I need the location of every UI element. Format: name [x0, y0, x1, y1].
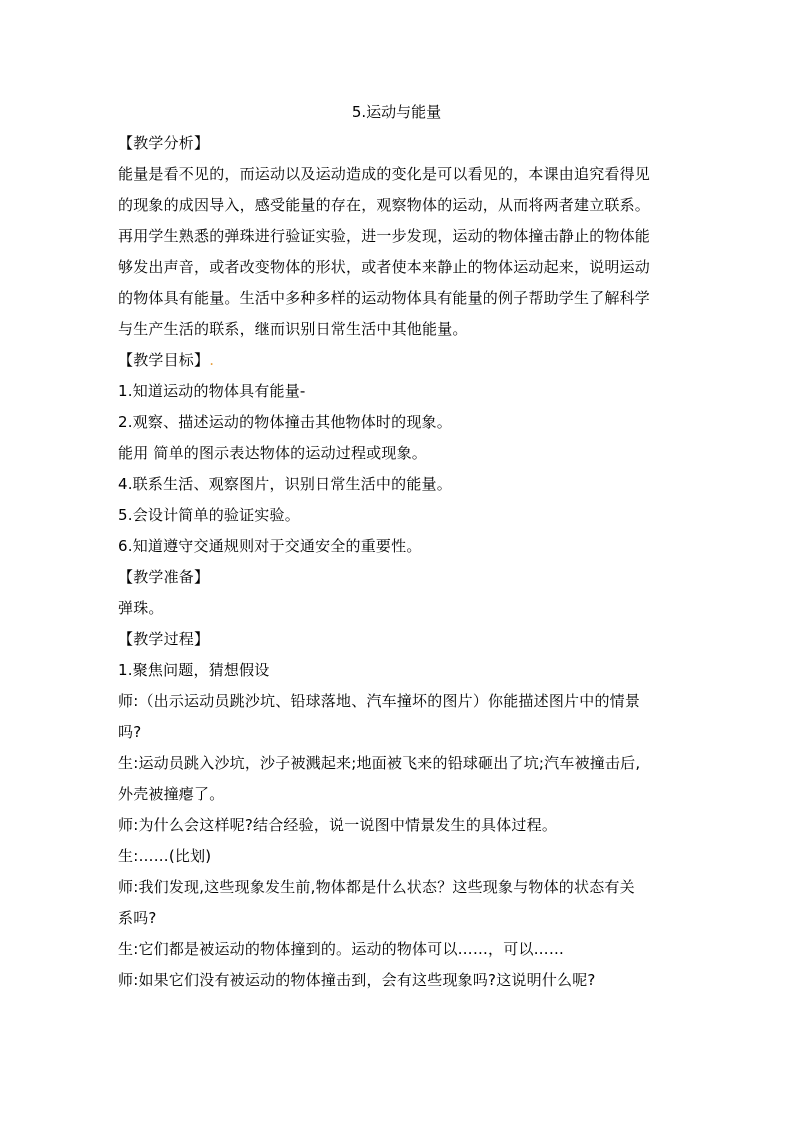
- process-line: 师:如果它们没有被运动的物体撞击到，会有这些现象吗?这说明什么呢?: [118, 971, 596, 989]
- goal-item: 能用 简单的图示表达物体的运动过程或现象。: [118, 444, 427, 462]
- analysis-line: 与生产生活的联系，继而识别日常生活中其他能量。: [118, 320, 468, 338]
- goal-item: 1.知道运动的物体具有能量-: [118, 382, 306, 400]
- process-line: 1.聚焦问题，猜想假设: [118, 661, 270, 679]
- prep-text: 弹珠。: [118, 599, 164, 617]
- analysis-line: 能量是看不见的，而运动以及运动造成的变化是可以看见的，本课由追究看得见: [118, 165, 651, 183]
- goal-item: 6.知道遵守交通规则对于交通安全的重要性。: [118, 537, 422, 555]
- goals-heading-text: 【教学目标】: [118, 351, 210, 369]
- analysis-line: 的现象的成因导入，感受能量的存在，观察物体的运动，从而将两者建立联系。: [118, 196, 651, 214]
- section-heading-goals: [118, 345, 688, 376]
- process-line: 外壳被撞瘪了。: [118, 785, 225, 803]
- stray-mark: .: [209, 351, 215, 369]
- analysis-line: 再用学生熟悉的弹珠进行验证实验，进一步发现，运动的物体撞击静止的物体能: [118, 227, 651, 245]
- page-title: 5.运动与能量: [351, 103, 442, 121]
- goal-item: 2.观察、描述运动的物体撞击其他物体时的现象。: [118, 413, 452, 431]
- process-line: 吗?: [118, 723, 142, 741]
- document-body: [118, 128, 688, 996]
- process-line: 系吗?: [118, 909, 157, 927]
- analysis-line: 够发出声音，或者改变物体的形状，或者使本来静止的物体运动起来，说明运动: [118, 258, 651, 276]
- process-line: 生:……(比划): [118, 847, 212, 865]
- section-heading-prep: 【教学准备】: [118, 568, 210, 586]
- process-line: 师:为什么会这样呢?结合经验，说一说图中情景发生的具体过程。: [118, 816, 558, 834]
- goal-item: 4.联系生活、观察图片，识别日常生活中的能量。: [118, 475, 452, 493]
- section-heading-process: 【教学过程】: [118, 630, 210, 648]
- process-line: 师:（出示运动员跳沙坑、铅球落地、汽车撞坏的图片）你能描述图片中的情景: [118, 692, 641, 710]
- analysis-line: 的物体具有能量。生活中多种多样的运动物体具有能量的例子帮助学生了解科学: [118, 289, 651, 307]
- process-line: 师:我们发现,这些现象发生前,物体都是什么状态？这些现象与物体的状态有关: [118, 878, 635, 896]
- process-line: 生:它们都是被运动的物体撞到的。运动的物体可以……，可以……: [118, 940, 565, 958]
- goal-item: 5.会设计简单的验证实验。: [118, 506, 300, 524]
- process-line: 生:运动员跳入沙坑，沙子被溅起来;地面被飞来的铅球砸出了坑;汽车被撞击后,: [118, 754, 641, 772]
- section-heading-analysis: 【教学分析】: [118, 134, 210, 152]
